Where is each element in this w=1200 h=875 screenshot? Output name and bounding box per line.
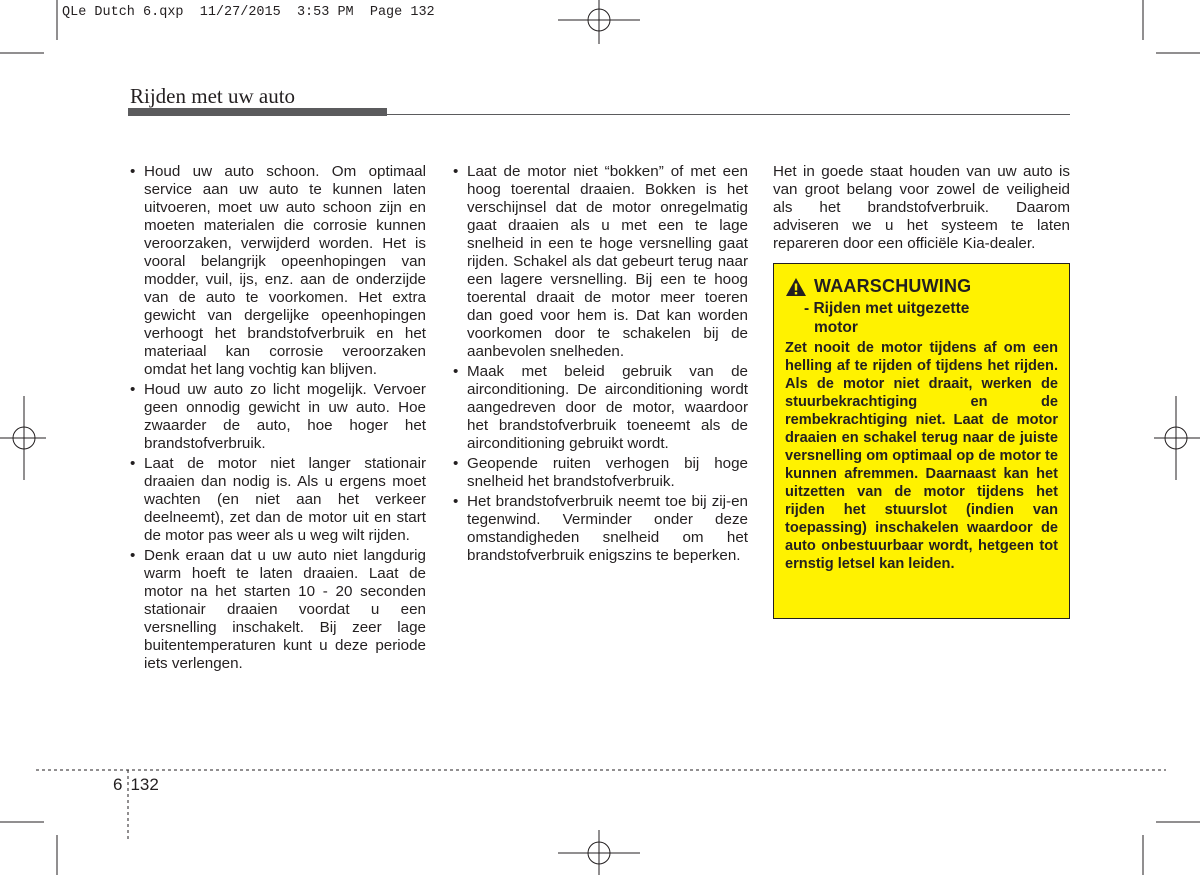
section-title-rule	[387, 114, 1070, 115]
print-slug: QLe Dutch 6.qxp 11/27/2015 3:53 PM Page 132	[62, 5, 435, 20]
section-title-bar	[128, 108, 387, 116]
list-item: • Laat de motor niet “bokken” of met een hoog toerental draaien. Bokken is het verschijnsel dat de motor onregelmatig gaat draaien als u met een te lage snelheid in een te hoge versnelling gaat rijden. Schakel als dat gebeurt terug naar een lagere versnelling. Bij een te hoog toerental draait de motor meer toeren dan goed voor hem is. Dat kan worden voorkomen door te schakelen bij de aanbevolen snelheden.	[453, 163, 748, 361]
page-number-value: 132	[130, 775, 159, 794]
page-number	[113, 775, 159, 795]
list-item: • Denk eraan dat u uw auto niet langdurig warm hoeft te laten draaien. Laat de motor na het starten 10 - 20 seconden stationair draaien voordat u een versnelling inschakelt. Bij zeer lage buitentemperaturen kunt u deze periode iets verlengen.	[130, 547, 426, 673]
column-1	[130, 163, 426, 675]
section-title: Rijden met uw auto	[130, 84, 296, 108]
list-item: • Houd uw auto zo licht mogelijk. Vervoer geen onnodig gewicht in uw auto. Hoe zwaarder de auto, hoe hoger het brandstofverbruik.	[130, 381, 426, 453]
warning-title: WAARSCHUWING	[814, 276, 972, 296]
bullet-list-2	[453, 163, 748, 565]
bullet-list-1	[130, 163, 426, 673]
body-paragraph: Het in goede staat houden van uw auto is van groot belang voor zowel de veiligheid als het brandstofverbruik. Daarom adviseren we u het systeem te laten repareren door een officiële Kia-dealer.	[773, 163, 1070, 252]
list-item: • Geopende ruiten verhogen bij hoge snelheid het brandstofverbruik.	[453, 455, 748, 491]
list-item: • Houd uw auto schoon. Om optimaal service aan uw auto te kunnen laten uitvoeren, moet uw auto schoon zijn en moeten materialen die corrosie kunnen veroorzaken, verwijderd worden. Het is vooral belangrijk opeenhopingen van modder, vuil, ijs, enz. aan de onderzijde van de auto te voorkomen. Het extra gewicht van dergelijke opeenhopingen verhoogt het brandstofverbruik en het materiaal kan corrosie veroorzaken omdat het lang vochtig kan blijven.	[130, 163, 426, 379]
warning-header	[785, 276, 1058, 297]
list-item: • Laat de motor niet langer stationair draaien dan nodig is. Als u ergens moet wachten (en niet aan het verkeer deelneemt), zet dan de motor uit en start de motor pas weer als u weg wilt rijden.	[130, 455, 426, 545]
list-item: • Maak met beleid gebruik van de airconditioning. De airconditioning wordt aangedreven door de motor, waardoor het brandstofverbruik toeneemt als de airconditioning gebruikt wordt.	[453, 363, 748, 453]
warning-body: Zet nooit de motor tijdens af om een helling af te rijden of tijdens het rijden. Als de motor niet draait, werken de stuurbekrachtiging en de rembekrachtiging niet. Laat de motor draaien en schakel terug naar de juiste versnelling om optimaal op de motor te kunnen afremmen. Daarnaast kan het uitzetten van de motor tijdens het rijden het stuurslot (indien van toepassing) inschakelen waardoor de auto onbestuurbaar wordt, hetgeen tot ernstig letsel kan leiden.	[785, 340, 1058, 572]
chapter-number: 6	[113, 775, 123, 794]
warning-triangle-icon	[785, 277, 807, 297]
column-2	[453, 163, 748, 567]
column-3	[773, 163, 1070, 253]
list-item: • Het brandstofverbruik neemt toe bij zij-en tegenwind. Verminder onder deze omstandigheden snelheid om het brandstofverbruik enigszins te beperken.	[453, 493, 748, 565]
warning-subtitle: - Rijden met uitgezette motor	[804, 300, 970, 336]
warning-box	[773, 263, 1070, 619]
